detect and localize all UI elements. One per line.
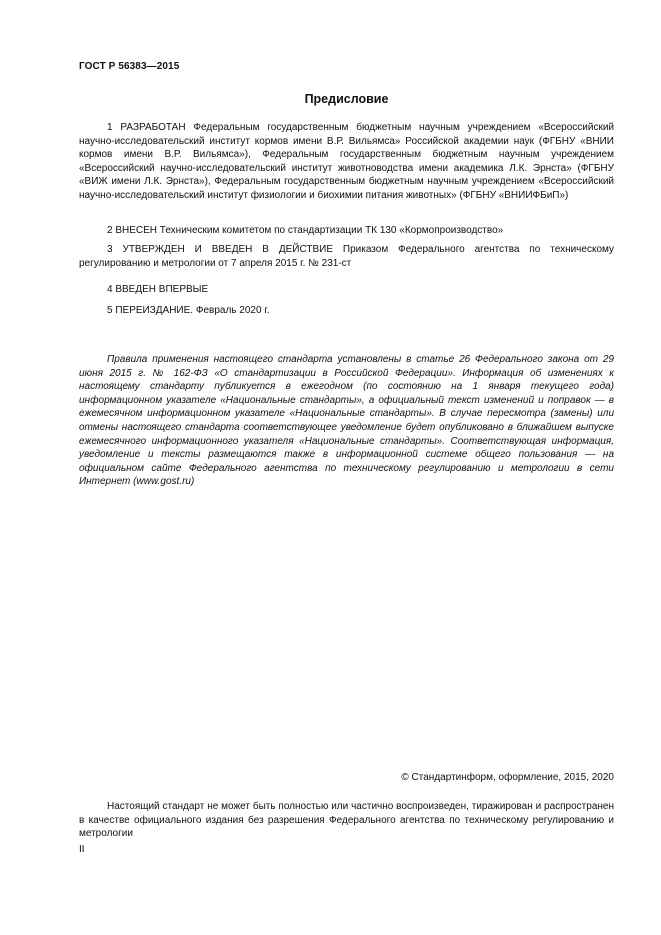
notice-text: Правила применения настоящего стандарта установлены в статье 26 Федерального закона от 29 июня 2015 г. № 162-ФЗ «О стандартизации в Российской Федерации». Информация об изменениях к настоящему стандарту публикуется в ежегодном (по состоянию на 1 января текущего года) информационном указателе «Национальные стандарты», а официальный текст изменений и поправок — в ежемесячном информационном указателе «Национальные стандарты». В случае пересмотра (замены) или отмены настоящего стандарта соответствующее уведомление будет опубликовано в ближайшем выпуске ежемесячного информационного указателя «Национальные стандарты». Соответствующая информация, уведомление и тексты размещаются также в информационной системе общего пользования — на официальном сайте Федерального агентства по техническому регулированию и метрологии в сети Интернет (www.gost.ru)	[79, 354, 614, 488]
paragraph-republished	[79, 304, 614, 318]
paragraph-text: 1 РАЗРАБОТАН Федеральным государственным бюджетным научным учреждением «Всероссийский научно-исследовательский институт кормов имени В.Р. Вильямса» Российской академии наук (ФГБНУ «ВНИИ кормов имени В.Р. Вильямса»), Федеральным государственным бюджетным научным учреждением «Всероссийский научно-исследовательский институт животноводства имени академика Л.К. Эрнста» (ФГБНУ «ВИЖ имени Л.К. Эрнста»), Федеральным государственным бюджетным научным учреждением «Всероссийский научно-исследовательский институт физиологии и биохимии питания животных» (ФГБНУ «ВНИИФБиП»)	[79, 122, 614, 201]
paragraph-text: 3 УТВЕРЖДЕН И ВВЕДЕН В ДЕЙСТВИЕ Приказом Федерального агентства по техническому регулированию и метрологии от 7 апреля 2015 г. № 231-ст	[79, 244, 614, 269]
page-number: II	[79, 844, 85, 855]
paragraph-text: 2 ВНЕСЕН Техническим комитетом по стандартизации ТК 130 «Кормопроизводство»	[107, 225, 504, 236]
application-rules-notice	[79, 353, 614, 489]
page-title: Предисловие	[304, 92, 389, 106]
rights-text: Настоящий стандарт не может быть полностью или частично воспроизведен, тиражирован и распространен в качестве официального издания без разрешения Федерального агентства по техническому регулированию и метрологии	[79, 801, 614, 840]
paragraph-first-introduced	[79, 283, 614, 297]
paragraph-developed-by	[79, 121, 614, 203]
paragraph-text: 5 ПЕРЕИЗДАНИЕ. Февраль 2020 г.	[107, 305, 270, 316]
paragraph-text: 4 ВВЕДЕН ВПЕРВЫЕ	[107, 284, 209, 295]
reproduction-rights-notice	[79, 800, 614, 841]
standard-id-header: ГОСТ Р 56383—2015	[79, 61, 180, 72]
copyright-line: © Стандартинформ, оформление, 2015, 2020	[401, 772, 614, 783]
paragraph-approved	[79, 243, 614, 270]
paragraph-submitted-by	[79, 224, 614, 238]
